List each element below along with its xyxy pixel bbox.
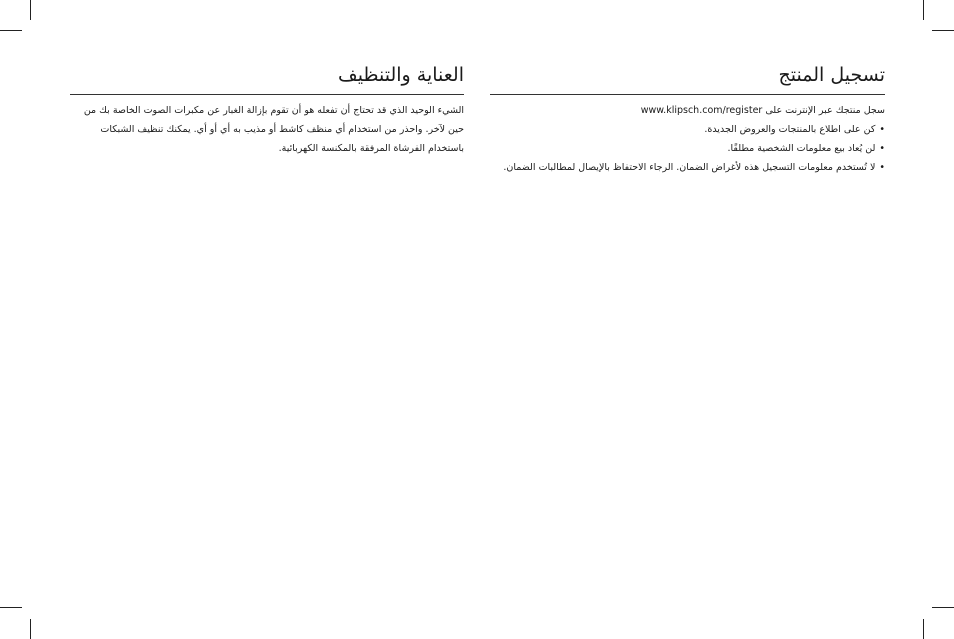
crop-mark-bottom-right-h: [932, 607, 954, 608]
crop-mark-top-right-v: [923, 0, 924, 20]
bullet-icon: •: [879, 124, 885, 135]
bullet-text: كن على اطلاع بالمنتجات والعروض الجديدة.: [704, 124, 876, 135]
registration-url-link[interactable]: www.klipsch.com/register: [640, 105, 763, 116]
care-section: [70, 60, 464, 158]
care-text: الشيء الوحيد الذي قد تحتاج أن تفعله هو أن تقوم بإزالة الغبار عن مكبرات الصوت الخاصة بك من حين لآخر. واحذر من استخدام أي منظف كاشط أو مذيب به أي أو أي. يمكنك تنظيف الشبكات باستخدام الفرشاة المرفقة بالمكنسة الكهربائية.: [83, 105, 464, 154]
bullet-text: لا تُستخدم معلومات التسجيل هذه لأغراض الضمان. الرجاء الاحتفاظ بالإيصال لمطالبات الضمان.: [503, 162, 876, 173]
crop-mark-top-right-h: [932, 30, 954, 31]
crop-mark-bottom-left-h: [0, 607, 22, 608]
list-item: [490, 120, 885, 139]
list-item: [490, 139, 885, 158]
crop-mark-top-left-v: [30, 0, 31, 20]
bullet-icon: •: [879, 162, 885, 173]
registration-bullet-list: [490, 120, 885, 177]
crop-mark-top-left-h: [0, 30, 22, 31]
registration-section: [490, 60, 885, 177]
care-body: [70, 101, 464, 158]
registration-intro-text: سجل منتجك عبر الإنترنت على: [765, 105, 885, 116]
crop-mark-bottom-right-v: [923, 619, 924, 639]
bullet-text: لن يُعاد بيع معلومات الشخصية مطلقًا.: [727, 143, 876, 154]
registration-intro: [490, 101, 885, 120]
list-item: [490, 158, 885, 177]
crop-mark-bottom-left-v: [30, 619, 31, 639]
registration-title: تسجيل المنتج: [490, 60, 885, 95]
registration-body: [490, 101, 885, 177]
care-title: العناية والتنظيف: [70, 60, 464, 95]
bullet-icon: •: [879, 143, 885, 154]
